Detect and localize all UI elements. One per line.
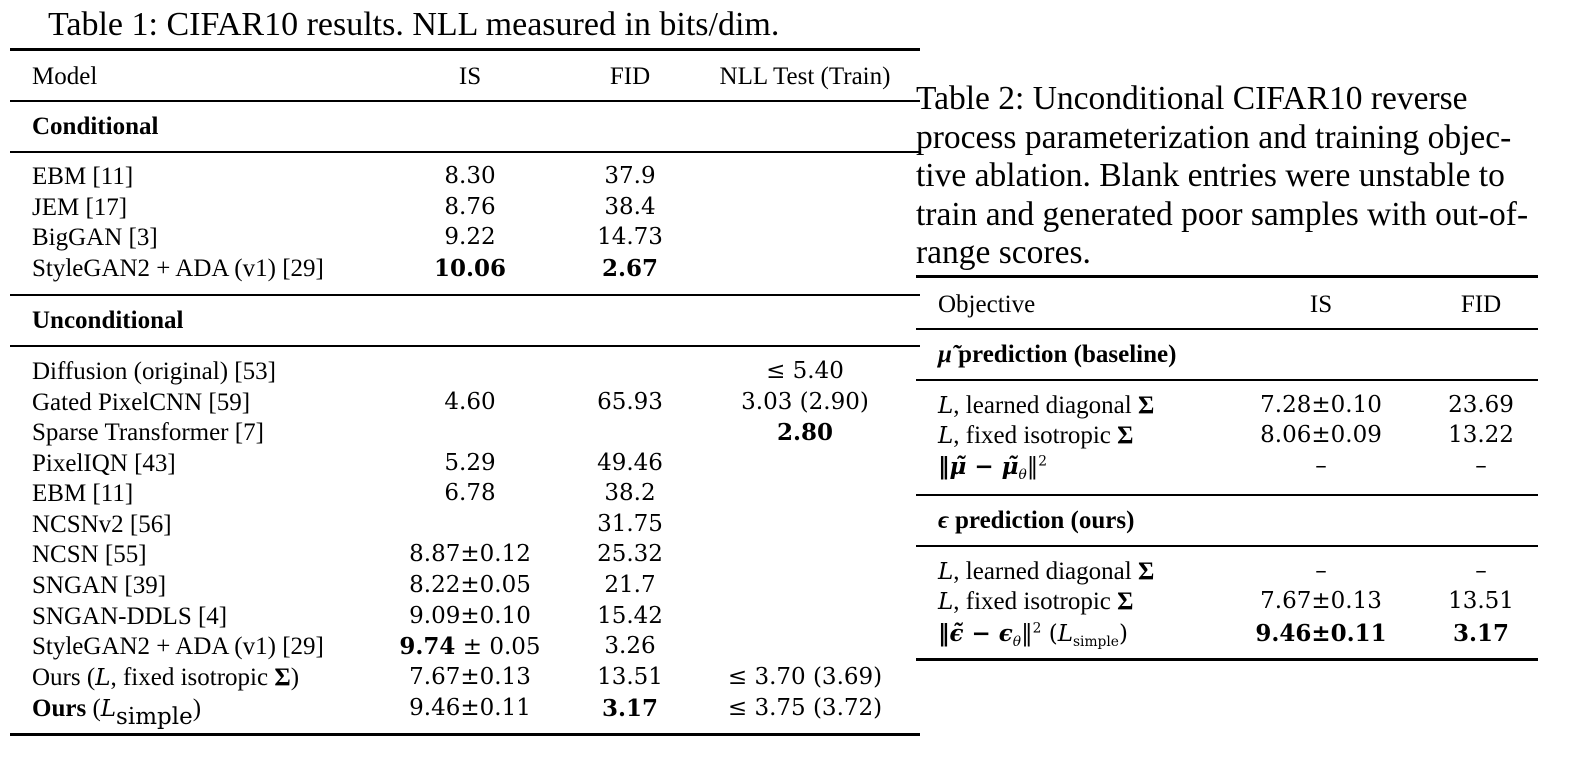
cell-fid: 3.17 bbox=[1452, 620, 1510, 647]
ours-mid: , fixed isotropic bbox=[110, 664, 275, 691]
cell-is: 8.06±0.09 bbox=[1260, 422, 1382, 448]
table-row bbox=[10, 356, 920, 387]
header-fid: FID bbox=[1460, 291, 1502, 318]
header-fid: FID bbox=[609, 63, 651, 90]
section-unconditional-label: Unconditional bbox=[32, 307, 184, 334]
objective-text: , learned diagonal bbox=[953, 392, 1138, 419]
cell-is-bold: 9.74 bbox=[399, 633, 456, 660]
cell-fid: 13.51 bbox=[597, 664, 663, 690]
math-sigma: Σ bbox=[1137, 558, 1155, 585]
cell-model: EBM [11] bbox=[32, 480, 134, 507]
cell-is: 10.06 bbox=[433, 255, 507, 282]
cell-fid: – bbox=[1475, 453, 1487, 479]
section-mu-label bbox=[938, 339, 1176, 370]
cell-nll: ≤ 5.40 bbox=[766, 358, 844, 384]
table2-caption-line: range scores. bbox=[916, 234, 1091, 271]
table-row bbox=[10, 509, 920, 540]
table2-eps-rule bbox=[916, 545, 1538, 547]
math-expr: ‖μ̃ − μ̃ bbox=[938, 453, 1019, 480]
table2-eps-top-rule bbox=[916, 494, 1538, 496]
cell-model: PixelIQN [43] bbox=[32, 450, 176, 477]
table2-caption-line: process parameterization and training objec- bbox=[916, 118, 1512, 156]
cell-fid: 15.42 bbox=[597, 603, 663, 629]
table1-header-rule bbox=[10, 100, 920, 102]
cell-model: NCSN [55] bbox=[32, 541, 147, 568]
table-row bbox=[10, 570, 920, 601]
math-L: L bbox=[938, 559, 954, 585]
math-subscript: θ bbox=[1018, 466, 1027, 483]
section-eps-text: prediction (ours) bbox=[948, 507, 1135, 534]
cell-objective bbox=[938, 420, 1134, 452]
math-superscript: 2 bbox=[1038, 453, 1048, 470]
header-nll: NLL Test (Train) bbox=[719, 63, 891, 90]
cell-is: 5.29 bbox=[444, 450, 496, 476]
table2-caption-line: Table 2: Unconditional CIFAR10 reverse bbox=[916, 80, 1468, 117]
cell-fid: 37.9 bbox=[604, 163, 656, 189]
table-row-ours-simple bbox=[10, 693, 920, 731]
cell-model: NCSNv2 [56] bbox=[32, 511, 172, 538]
header-model: Model bbox=[32, 63, 98, 90]
cell-is: 7.67±0.13 bbox=[409, 664, 531, 690]
cell-fid: 13.51 bbox=[1448, 588, 1514, 614]
header-is: IS bbox=[1309, 291, 1333, 318]
cell-fid: 38.2 bbox=[604, 480, 656, 506]
cell-is bbox=[380, 631, 560, 663]
table1-top-rule bbox=[10, 48, 920, 51]
math-expr: ‖ϵ̃ − ϵ bbox=[938, 620, 1013, 647]
cell-objective bbox=[938, 556, 1154, 588]
table-row bbox=[10, 631, 920, 662]
cell-is: 7.67±0.13 bbox=[1260, 588, 1382, 614]
table-row bbox=[916, 618, 1538, 649]
cell-objective bbox=[938, 618, 1128, 658]
table-row bbox=[10, 222, 920, 253]
table1-bottom-rule bbox=[10, 733, 920, 736]
table2-caption-line: tive ablation. Blank entries were unstable to bbox=[916, 157, 1505, 194]
math-sigma: Σ bbox=[1137, 392, 1155, 419]
ours-suffix: ) bbox=[290, 664, 300, 691]
table-row bbox=[10, 448, 920, 479]
table-row bbox=[916, 586, 1538, 617]
table1-caption: Table 1: CIFAR10 results. NLL measured in bits/dim. bbox=[48, 6, 780, 43]
cell-is: 9.46±0.11 bbox=[409, 695, 531, 721]
math-L: L bbox=[1057, 621, 1073, 647]
cell-nll: ≤ 3.70 (3.69) bbox=[727, 664, 883, 690]
cell-model: JEM [17] bbox=[32, 194, 128, 221]
table-row bbox=[916, 390, 1538, 421]
cell-objective bbox=[938, 451, 1047, 491]
math-L: L bbox=[95, 665, 111, 691]
cell-objective bbox=[938, 586, 1134, 618]
table2-mu-rule bbox=[916, 379, 1538, 381]
table1-header-row bbox=[10, 61, 920, 92]
table2-bottom-rule bbox=[916, 658, 1538, 661]
table1-conditional-rule bbox=[10, 151, 920, 153]
table-row bbox=[916, 556, 1538, 587]
cell-fid: 65.93 bbox=[597, 389, 663, 415]
cell-model: SNGAN-DDLS [4] bbox=[32, 603, 228, 630]
cell-fid: 3.17 bbox=[601, 695, 659, 722]
ours-open: ( bbox=[86, 695, 101, 722]
math-L: L bbox=[100, 696, 117, 722]
cell-is: 8.30 bbox=[444, 163, 496, 189]
paren-close: ) bbox=[1118, 621, 1128, 647]
section-conditional bbox=[10, 111, 920, 142]
table2-header-row bbox=[916, 289, 1538, 320]
cell-model: SNGAN [39] bbox=[32, 572, 167, 599]
cell-fid: 49.46 bbox=[597, 450, 663, 476]
cell-model: Sparse Transformer [7] bbox=[32, 419, 264, 446]
ours-prefix: Ours ( bbox=[32, 664, 96, 691]
math-subscript: θ bbox=[1012, 633, 1022, 650]
section-eps-label bbox=[938, 505, 1134, 536]
cell-is: 8.22±0.05 bbox=[409, 572, 531, 598]
cell-is: 4.60 bbox=[444, 389, 496, 415]
cell-model bbox=[32, 662, 299, 694]
cell-fid: 31.75 bbox=[597, 511, 663, 537]
math-superscript: 2 bbox=[1032, 620, 1042, 637]
cell-model: BigGAN [3] bbox=[32, 224, 158, 251]
cell-nll: 3.03 (2.90) bbox=[741, 389, 869, 415]
cell-model: StyleGAN2 + ADA (v1) [29] bbox=[32, 633, 324, 660]
cell-is: 7.28±0.10 bbox=[1260, 392, 1382, 418]
table-row bbox=[916, 420, 1538, 451]
section-mu-prediction bbox=[916, 339, 1538, 370]
table-row bbox=[10, 253, 920, 284]
table2-top-rule bbox=[916, 275, 1538, 278]
cell-fid: 25.32 bbox=[597, 541, 663, 567]
cell-model: EBM [11] bbox=[32, 163, 134, 190]
math-subscript: simple bbox=[116, 704, 193, 731]
math-L: L bbox=[938, 393, 954, 419]
cell-is: 9.09±0.10 bbox=[409, 603, 531, 629]
cell-is-rest: ± 0.05 bbox=[455, 634, 541, 660]
cell-model: StyleGAN2 + ADA (v1) [29] bbox=[32, 255, 324, 282]
cell-fid: 14.73 bbox=[597, 224, 663, 250]
table-row bbox=[10, 387, 920, 418]
cell-fid: 3.26 bbox=[604, 633, 656, 659]
cell-objective bbox=[938, 390, 1154, 422]
header-is: IS bbox=[458, 63, 482, 90]
table2-caption bbox=[916, 80, 1530, 273]
math-sigma: Σ bbox=[1117, 422, 1134, 449]
cell-is: – bbox=[1315, 558, 1327, 584]
table-row bbox=[10, 161, 920, 192]
cell-fid: 38.4 bbox=[604, 194, 656, 220]
ours-prefix: Ours bbox=[32, 695, 87, 722]
math-L: L bbox=[938, 423, 954, 449]
ours-close: ) bbox=[192, 695, 202, 722]
section-mu-text: prediction (baseline) bbox=[951, 341, 1177, 368]
cell-fid: 23.69 bbox=[1448, 392, 1514, 418]
cell-fid: – bbox=[1475, 558, 1487, 584]
cell-fid: 13.22 bbox=[1448, 422, 1514, 448]
section-eps-prediction bbox=[916, 505, 1538, 536]
objective-text: , fixed isotropic bbox=[953, 588, 1118, 615]
table1-unconditional-rule bbox=[10, 345, 920, 347]
table-row bbox=[916, 451, 1538, 482]
table-row bbox=[10, 478, 920, 509]
cell-nll: ≤ 3.75 (3.72) bbox=[727, 695, 883, 721]
cell-fid: 2.67 bbox=[601, 255, 659, 282]
paren-open: ( bbox=[1041, 621, 1058, 647]
cell-fid: 21.7 bbox=[604, 572, 656, 598]
cell-is: 9.22 bbox=[444, 224, 496, 250]
math-sigma: Σ bbox=[1117, 588, 1134, 615]
math-epsilon: ϵ bbox=[938, 507, 949, 534]
table-row bbox=[10, 601, 920, 632]
table-row bbox=[10, 192, 920, 223]
cell-is: 8.76 bbox=[444, 194, 496, 220]
math-norm: ‖ bbox=[1026, 454, 1039, 480]
section-unconditional bbox=[10, 305, 920, 336]
table-row bbox=[10, 539, 920, 570]
header-objective: Objective bbox=[938, 291, 1036, 318]
objective-text: , fixed isotropic bbox=[953, 422, 1118, 449]
table2-caption-line: train and generated poor samples with out-of- bbox=[916, 195, 1529, 233]
cell-is: 9.46±0.11 bbox=[1255, 620, 1387, 647]
cell-model bbox=[32, 693, 201, 733]
cell-nll: 2.80 bbox=[776, 419, 834, 446]
cell-is: – bbox=[1315, 453, 1327, 479]
math-L: L bbox=[938, 589, 954, 615]
math-sigma: Σ bbox=[274, 664, 291, 691]
objective-text: , learned diagonal bbox=[953, 558, 1138, 585]
table-row-ours-fixed bbox=[10, 662, 920, 693]
cell-is: 8.87±0.12 bbox=[409, 541, 531, 567]
math-mu-tilde: μ̃ bbox=[938, 341, 952, 368]
cell-is: 6.78 bbox=[444, 480, 496, 506]
cell-model: Gated PixelCNN [59] bbox=[32, 389, 251, 416]
table1-unconditional-top-rule bbox=[10, 294, 920, 296]
table-row bbox=[10, 417, 920, 448]
math-subscript: simple bbox=[1072, 633, 1119, 650]
cell-model: Diffusion (original) [53] bbox=[32, 358, 276, 385]
table2-header-rule bbox=[916, 328, 1538, 330]
section-conditional-label: Conditional bbox=[32, 113, 159, 140]
math-norm: ‖ bbox=[1021, 621, 1033, 647]
